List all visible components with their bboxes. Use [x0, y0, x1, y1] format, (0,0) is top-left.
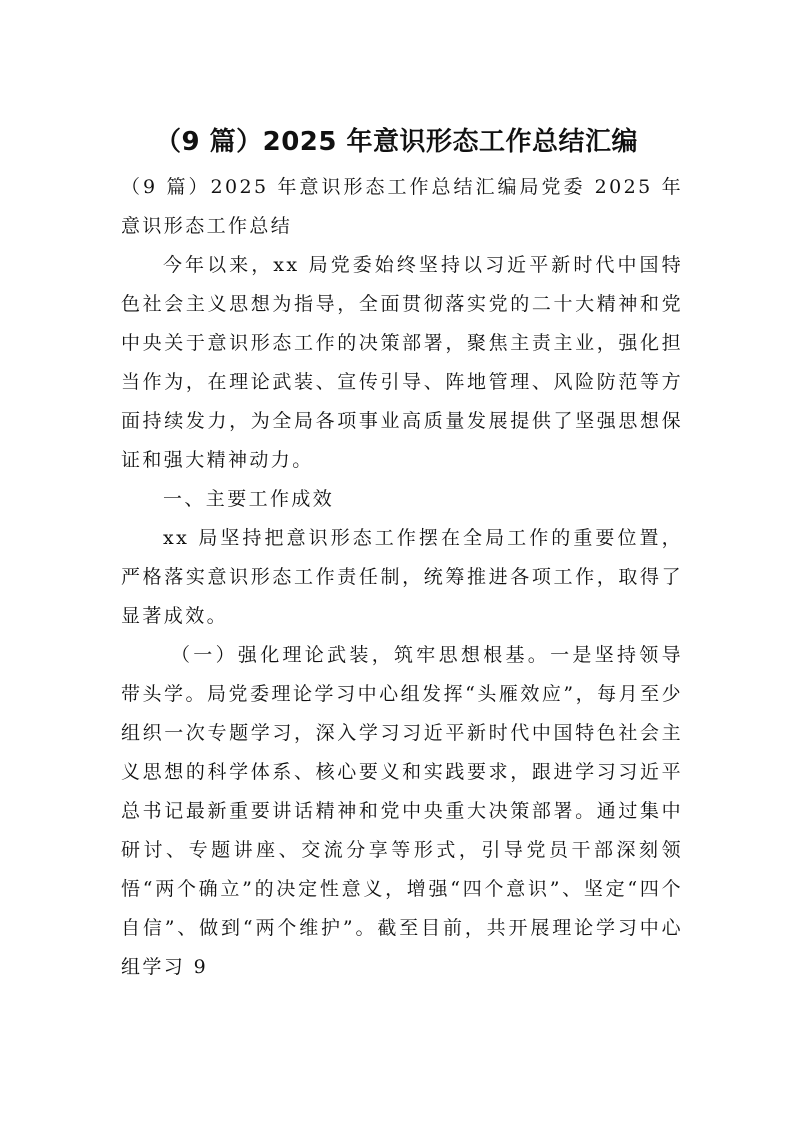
document-body	[121, 168, 683, 987]
section-heading-main-results: 一、主要工作成效	[163, 488, 335, 510]
subsection-theory-paragraph: （一）强化理论武装，筑牢思想根基。一是坚持领导带头学。局党委理论学习中心组发挥“头雁效应”，每月至少组织一次专题学习，深入学习习近平新时代中国特色社会主义思想的科学体系、核心要义和实践要求，跟进学习习近平总书记最新重要讲话精神和党中央重大决策部署。通过集中研讨、专题讲座、交流分享等形式，引导党员干部深刻领悟“两个确立”的决定性意义，增强“四个意识”、坚定“四个自信”、做到“两个维护”。截至目前，共开展理论学习中心组学习 9	[121, 644, 683, 978]
section-summary-paragraph: xx 局坚持把意识形态工作摆在全局工作的重要位置，严格落实意识形态工作责任制，统筹推进各项工作，取得了显著成效。	[121, 527, 683, 627]
overview-paragraph: 今年以来，xx 局党委始终坚持以习近平新时代中国特色社会主义思想为指导，全面贯彻落实党的二十大精神和党中央关于意识形态工作的决策部署，聚焦主责主业，强化担当作为，在理论武装、宣传引导、阵地管理、风险防范等方面持续发力，为全局各项事业高质量发展提供了坚强思想保证和强大精神动力。	[121, 254, 683, 471]
intro-paragraph: （9 篇）2025 年意识形态工作总结汇编局党委 2025 年意识形态工作总结	[121, 176, 683, 237]
document-title: （9 篇）2025 年意识形态工作总结汇编	[154, 127, 639, 157]
